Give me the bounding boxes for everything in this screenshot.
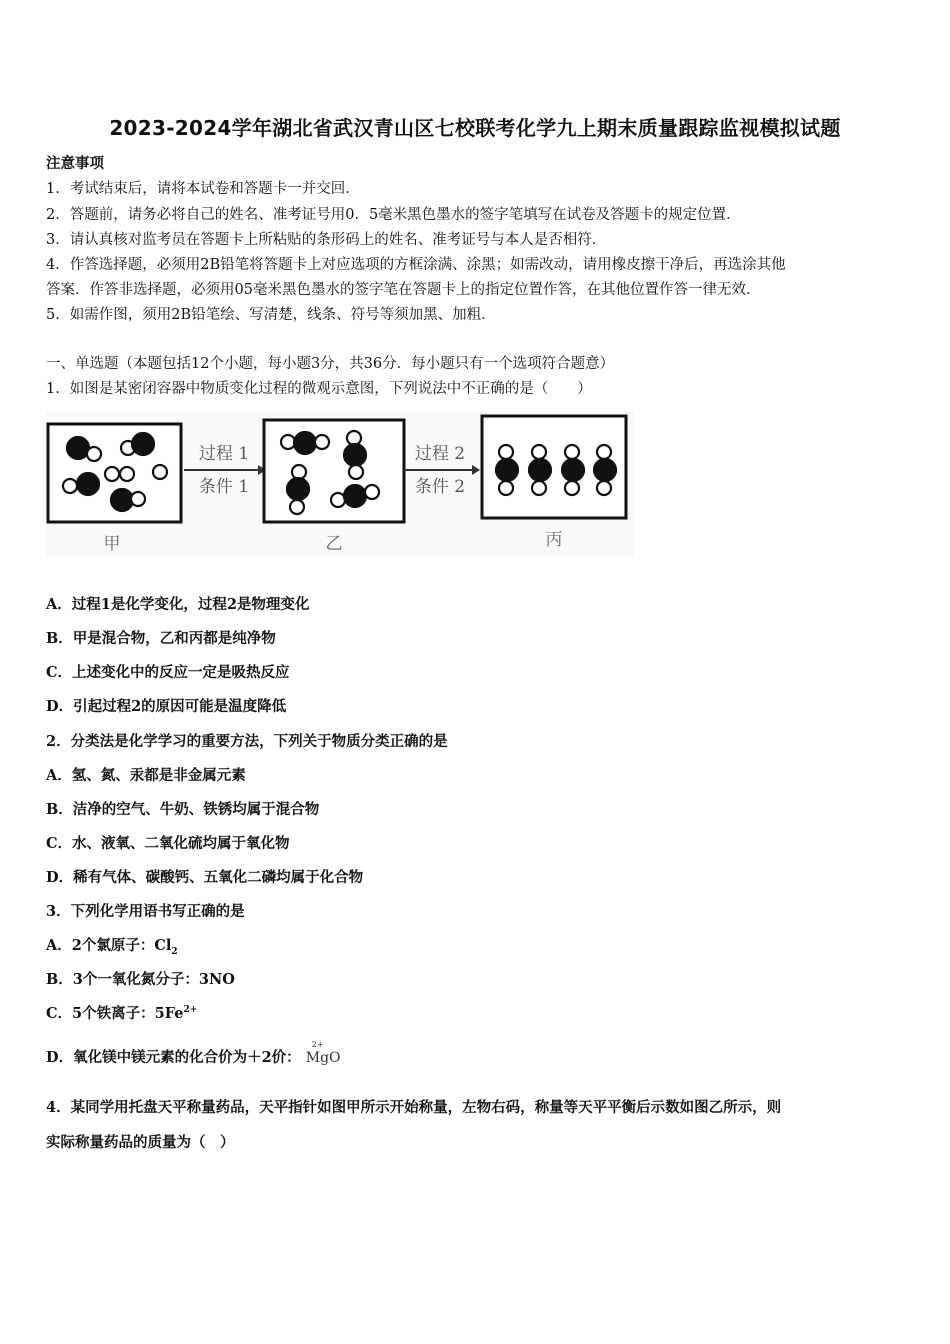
question-2-stem: 2．分类法是化学学习的重要方法，下列关于物质分类正确的是: [46, 733, 448, 750]
section-heading: 一、单选题（本题包括12个小题，每小题3分，共36分．每小题只有一个选项符合题意）: [46, 356, 615, 372]
formula: Cl: [154, 937, 172, 954]
question-2-option: A．氢、氮、汞都是非金属元素: [46, 767, 246, 784]
subscript: 2: [171, 946, 178, 957]
label-a: 甲: [103, 534, 121, 554]
notice-item: 5．如需作图，须用2B铅笔绘、写清楚，线条、符号等须加黑、加粗．: [46, 307, 496, 323]
mgo-formula: [305, 1040, 341, 1066]
question-2-option: B．洁净的空气、牛奶、铁锈均属于混合物: [46, 801, 320, 818]
question-2-option: D．稀有气体、碳酸钙、五氧化二磷均属于化合物: [46, 869, 364, 886]
condition-1-label: 条件 1: [198, 477, 250, 497]
condition-2-label: 条件 2: [414, 477, 466, 497]
notice-item: 4．作答选择题，必须用2B铅笔将答题卡上对应选项的方框涂满、涂黑；如需改动，请用橡皮擦干净后，再选涂其他: [46, 257, 786, 273]
question-4-line-2: 实际称量药品的质量为（ ）: [46, 1134, 235, 1151]
question-1-option: B．甲是混合物，乙和丙都是纯净物: [46, 630, 276, 647]
question-1-option: C．上述变化中的反应一定是吸热反应: [46, 664, 290, 681]
question-3-option-c: [46, 1002, 197, 1023]
notice-heading: 注意事项: [46, 155, 104, 172]
question-3-option-d: [46, 1040, 341, 1067]
formula: 3NO: [198, 971, 235, 988]
valence-charge: 2+: [311, 1040, 324, 1049]
formula: 5Fe: [154, 1005, 184, 1022]
notice-item: 答案．作答非选择题，必须用05毫米黑色墨水的签字笔在答题卡上的指定位置作答，在其他位置作答一律无效．: [46, 282, 761, 298]
question-3-option-b: [46, 968, 235, 989]
option-text: A．2个氯原子：: [46, 937, 155, 954]
process-2-label: 过程 2: [414, 444, 466, 464]
question-3-stem: 3．下列化学用语书写正确的是: [46, 903, 245, 920]
question-1-option: A．过程1是化学变化，过程2是物理变化: [46, 596, 310, 613]
question-2-option: C．水、液氧、二氧化硫均属于氧化物: [46, 835, 290, 852]
notice-item: 1．考试结束后，请将本试卷和答题卡一并交回．: [46, 181, 360, 197]
question-1-option: D．引起过程2的原因可能是温度降低: [46, 698, 287, 715]
question-3-option-a: [46, 934, 178, 957]
formula: MgO: [305, 1050, 341, 1066]
question-4-line-1: 4．某同学用托盘天平称量药品，天平指针如图甲所示开始称量，左物右码，称量等天平平衡后示数如图乙所示，则: [46, 1099, 782, 1116]
page-title: 2023-2024学年湖北省武汉青山区七校联考化学九上期末质量跟踪监视模拟试题: [109, 116, 841, 140]
option-text: C．5个铁离子：: [46, 1005, 155, 1022]
superscript: 2+: [183, 1005, 198, 1016]
label-c: 丙: [545, 530, 563, 550]
molecule-diagram: [46, 412, 634, 556]
question-1-stem: 1．如图是某密闭容器中物质变化过程的微观示意图，下列说法中不正确的是（ ）: [46, 381, 592, 397]
label-b: 乙: [325, 534, 343, 554]
notice-item: 2．答题前，请务必将自己的姓名、准考证号用0．5毫米黑色墨水的签字笔填写在试卷及答题卡的规定位置．: [46, 207, 741, 223]
notice-item: 3．请认真核对监考员在答题卡上所粘贴的条形码上的姓名、准考证号与本人是否相符．: [46, 232, 607, 248]
option-text: D．氧化镁中镁元素的化合价为＋2价：: [46, 1049, 301, 1066]
option-text: B．3个一氧化氮分子：: [46, 971, 199, 988]
process-1-label: 过程 1: [198, 444, 250, 464]
